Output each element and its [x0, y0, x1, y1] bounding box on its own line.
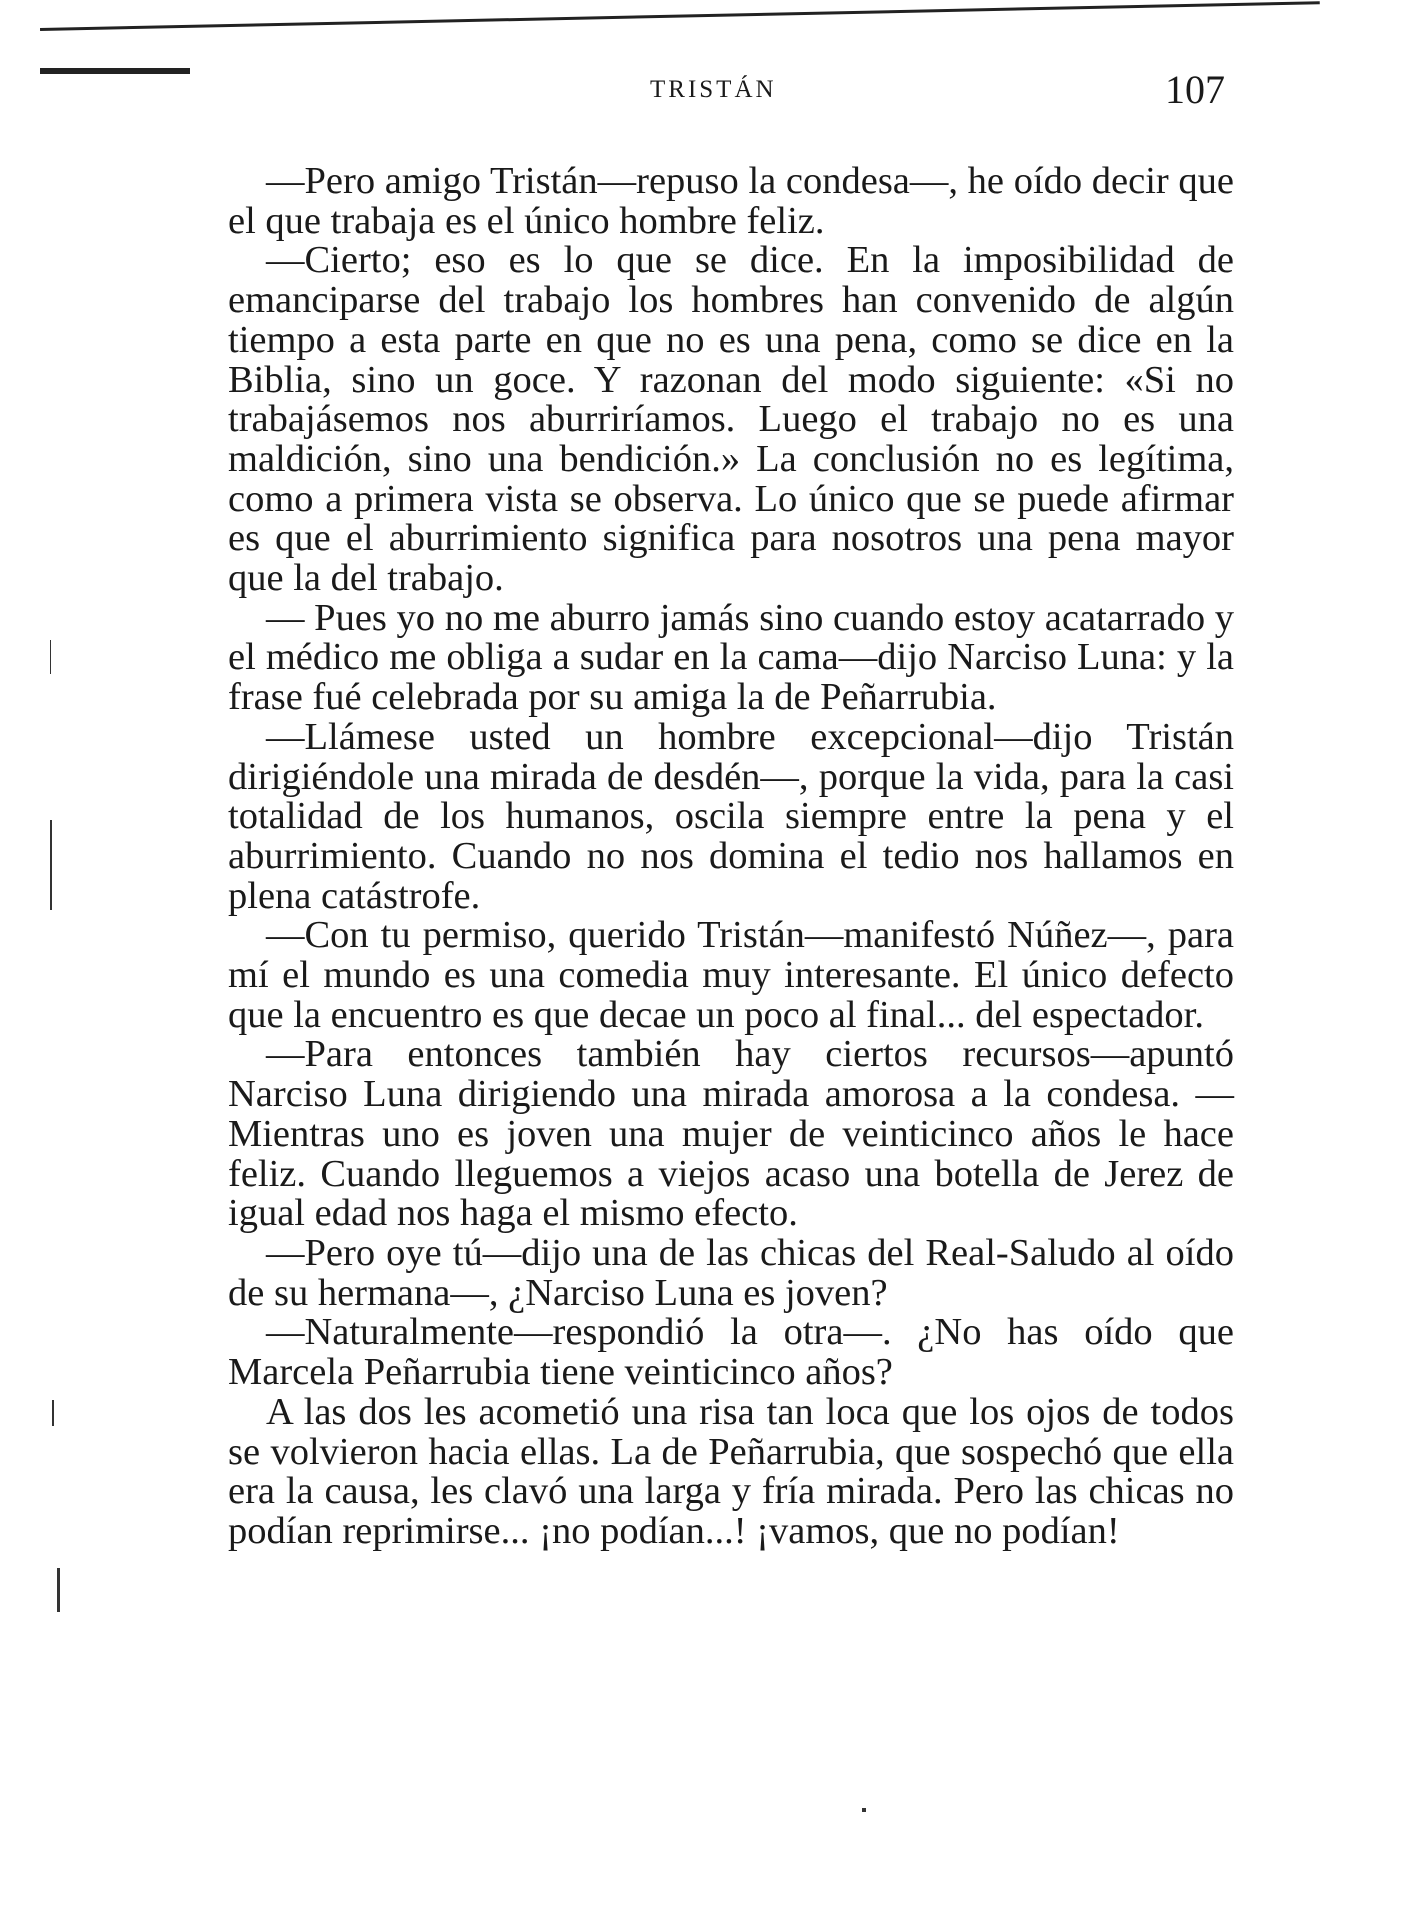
paragraph-5: —Con tu permiso, querido Tristán—manifestó Núñez—, para mí el mundo es una comedia muy interesante. El único defecto que la encuentro es que decae un poco al final... del espectador. — [228, 914, 1234, 1036]
margin-mark — [52, 1400, 54, 1426]
margin-mark — [57, 1568, 60, 1612]
running-title: TRISTÁN — [650, 76, 777, 103]
top-rule — [40, 1, 1320, 31]
page-number: 107 — [1165, 67, 1225, 112]
body-text — [228, 162, 1234, 1552]
paragraph-2: —Cierto; eso es lo que se dice. En la imposibilidad de emanciparse del trabajo los hombres han convenido de algún tiempo a esta parte en que no es una pena, como se dice en la Biblia, sino un goce. Y razonan del modo siguiente: «Si no trabajásemos nos aburriríamos. Luego el trabajo no es una maldición, sino una bendición.» La conclusión no es legítima, como a primera vista se observa. Lo único que se puede afirmar es que el aburrimiento significa para nosotros una pena mayor que la del trabajo. — [228, 239, 1234, 600]
margin-mark — [50, 640, 51, 674]
margin-mark — [50, 820, 52, 910]
paragraph-8: —Naturalmente—respondió la otra—. ¿No has oído que Marcela Peñarrubia tiene veinticinco años? — [228, 1311, 1234, 1394]
paragraph-1: —Pero amigo Tristán—repuso la condesa—, he oído decir que el que trabaja es el único hombre feliz. — [228, 160, 1234, 242]
paragraph-4: —Llámese usted un hombre excepcional—dijo Tristán dirigiéndole una mirada de desdén—, porque la vida, para la casi totalidad de los humanos, oscila siempre entre la pena y el aburrimiento. Cuando no nos domina el tedio nos hallamos en plena catástrofe. — [228, 715, 1234, 917]
paragraph-9: A las dos les acometió una risa tan loca que los ojos de todos se volvieron hacia ellas. La de Peñarrubia, que sospechó que ella era la causa, les clavó una larga y fría mirada. Pero las chicas no podían reprimirse... ¡no podían...! ¡vamos, que no podían! — [228, 1390, 1234, 1552]
page-speck — [862, 1808, 866, 1812]
paragraph-6: —Para entonces también hay ciertos recursos—apuntó Narciso Luna dirigiendo una mirada amorosa a la condesa. —Mientras uno es joven una mujer de veinticinco años le hace feliz. Cuando lleguemos a viejos acaso una botella de Jerez de igual edad nos haga el mismo efecto. — [228, 1033, 1234, 1235]
top-rule-accent — [40, 68, 190, 74]
paragraph-7: —Pero oye tú—dijo una de las chicas del Real-Saludo al oído de su hermana—, ¿Narciso Luna es joven? — [228, 1231, 1234, 1314]
paragraph-3: — Pues yo no me aburro jamás sino cuando estoy acatarrado y el médico me obliga a sudar en la cama—dijo Narciso Luna: y la frase fué celebrada por su amiga la de Peñarrubia. — [228, 596, 1234, 719]
